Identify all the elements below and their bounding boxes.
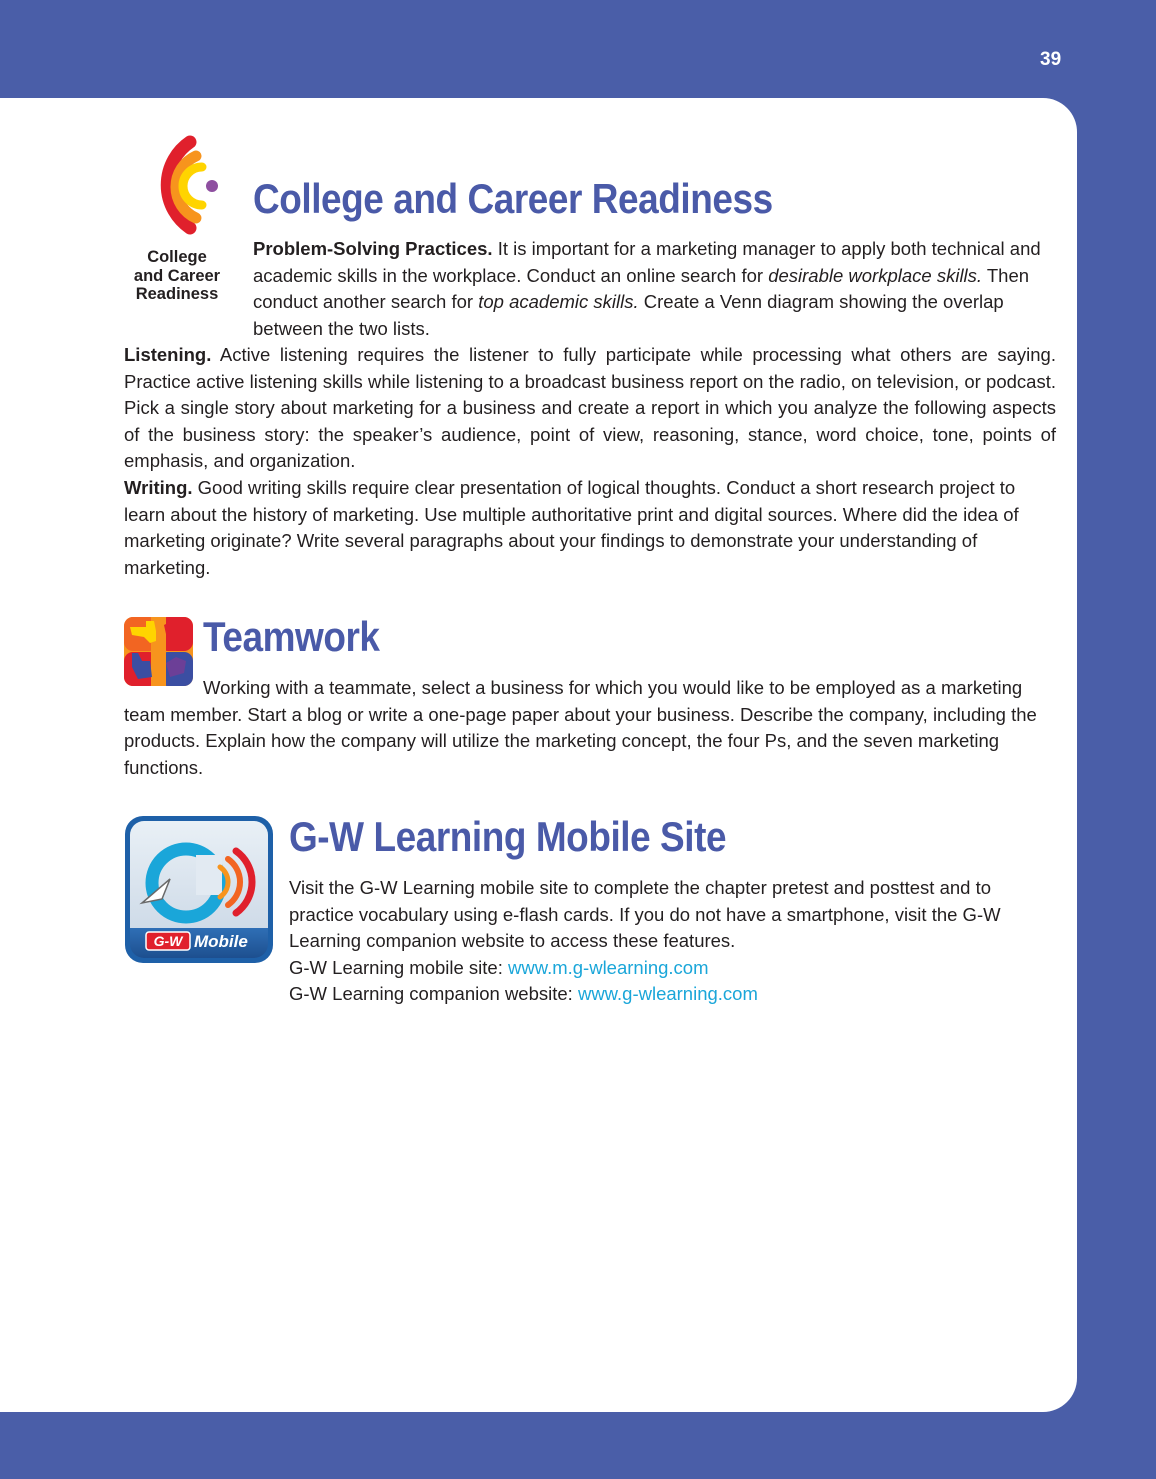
yellow-arc [183, 167, 202, 205]
ccr-label-line: and Career [133, 266, 221, 285]
teamwork-paragraph [124, 675, 1056, 781]
mobile-paragraph [289, 875, 1059, 1008]
problem-solving-text: It is important for a marketing manager to apply both technical and academic skills in the workplace. Conduct an online search for [253, 238, 1041, 286]
companion-site-link[interactable]: www.g-wlearning.com [577, 983, 758, 1004]
writing-text: Good writing skills require clear presentation of logical thoughts. Conduct a short research project to learn about the history of marketing. Use multiple authoritative print and digital sources. Where did the idea of marketing originate? Write several paragraphs about your findings to demonstrate your understanding of marketing. [124, 477, 1019, 578]
college-career-readiness-icon [128, 134, 228, 244]
teamwork-text: Working with a teammate, select a business for which you would like to be employed as a marketing team member. Start a blog or write a one-page paper about your business. Describe the company, including the products. Explain how the company will utilize the marketing concept, the four Ps, and the seven marketing functions. [124, 677, 1037, 778]
gw-badge-text: G-W [153, 933, 183, 949]
purple-dot [206, 180, 218, 192]
ccr-icon-label [122, 248, 232, 304]
problem-solving-text: Then conduct another search for [253, 264, 1030, 312]
companion-site-line [289, 981, 1059, 1008]
mobile-text: Visit the G-W Learning mobile site to complete the chapter pretest and posttest and to practice vocabulary using e-flash cards. If you do not have a smartphone, visit the G-W Learning companion website to access these features. [289, 877, 1001, 951]
problem-solving-lead: Problem-Solving Practices. [253, 238, 493, 259]
mobile-word: Mobile [194, 932, 248, 951]
problem-solving-text: Create a Venn diagram showing the overlap between the two lists. [253, 291, 1004, 339]
mobile-heading: G-W Learning Mobile Site [289, 813, 727, 860]
mobile-site-label: G-W Learning mobile site: [289, 956, 509, 978]
problem-solving-paragraph [253, 236, 1053, 342]
ccr-label-line: Readiness [135, 285, 219, 303]
writing-paragraph [124, 475, 1056, 581]
companion-site-label: G-W Learning companion website: [289, 983, 578, 1004]
desirable-skills-phrase: desirable workplace skills. [768, 264, 983, 286]
gw-mobile-icon [124, 815, 274, 964]
ccr-label-line: College [147, 248, 207, 266]
page-number: 39 [1040, 49, 1062, 70]
ccr-heading: College and Career Readiness [253, 175, 773, 222]
mobile-site-line [289, 955, 1059, 982]
listening-lead: Listening. [124, 344, 212, 365]
writing-lead: Writing. [124, 477, 193, 498]
teamwork-heading: Teamwork [203, 613, 380, 660]
academic-skills-phrase: top academic skills. [478, 291, 639, 312]
listening-paragraph [124, 342, 1056, 475]
mobile-site-link[interactable]: www.m.g-wlearning.com [508, 956, 709, 978]
listening-text: Active listening requires the listener to fully participate while processing what others are saying. Practice active listening skills while listening to a broadcast business report on the radio, on television, or podcast. Pick a single story about marketing for a business and create a report in which you analyze the following aspects of the business story: the speaker’s audience, point of view, reasoning, stance, word choice, tone, points of emphasis, and organization. [124, 344, 1056, 471]
